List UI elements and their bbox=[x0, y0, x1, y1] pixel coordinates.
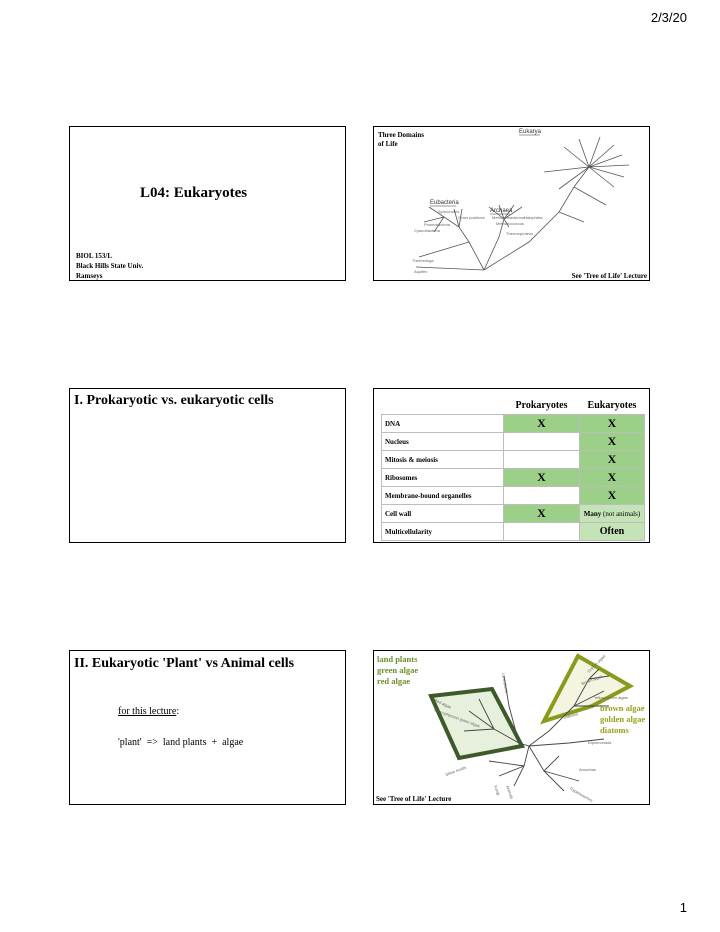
row-label: Nucleus bbox=[382, 433, 504, 451]
eukaryote-tree-footer: See 'Tree of Life' Lecture bbox=[376, 795, 452, 803]
tree-label: Fungi bbox=[493, 784, 502, 796]
table-header-row bbox=[382, 397, 645, 415]
slide-title-author: Ramseys bbox=[76, 272, 103, 280]
slide-title-heading: L04: Eukaryotes bbox=[140, 185, 248, 201]
algae-group-label-3: diatoms bbox=[600, 725, 629, 735]
tree-label: Land plants bbox=[501, 672, 510, 694]
table-row bbox=[382, 415, 645, 433]
table-row bbox=[382, 433, 645, 451]
cell-value: X bbox=[504, 415, 580, 433]
three-domains-footer: See 'Tree of Life' Lecture bbox=[571, 272, 647, 280]
cell-value: X bbox=[580, 487, 645, 505]
tree-label: Gram positives bbox=[458, 215, 485, 220]
tree-label: Spirochetes bbox=[438, 209, 460, 214]
plant-definition: 'plant' => land plants + algae bbox=[118, 737, 244, 748]
plant-group-label-3: red algae bbox=[377, 676, 411, 686]
slide-cell-comparison bbox=[69, 388, 346, 543]
page-date: 2/3/20 bbox=[650, 10, 687, 25]
three-domains-heading-1: Three Domains bbox=[378, 131, 424, 139]
three-domains-heading-2: of Life bbox=[378, 140, 398, 148]
tree-label: Proteobacteria bbox=[424, 222, 451, 227]
slide-title-course: BIOL 153/L bbox=[76, 252, 112, 260]
tree-label: Red algae bbox=[433, 697, 453, 710]
cell-value: X bbox=[580, 469, 645, 487]
slide-cell-comparison-table bbox=[373, 388, 650, 543]
cell-value: X bbox=[580, 415, 645, 433]
algae-group-label-2: golden algae bbox=[600, 714, 646, 724]
table-row bbox=[382, 505, 645, 523]
cell-value bbox=[504, 523, 580, 541]
cell-value: Many (not animals) bbox=[580, 505, 645, 523]
tree-label: Brown algae bbox=[580, 673, 604, 686]
tree-label: Methanobacterium bbox=[492, 215, 526, 220]
tree-label: Animals bbox=[505, 784, 515, 800]
plant-vs-animal-title: II. Eukaryotic 'Plant' vs Animal cells bbox=[74, 656, 295, 671]
lecture-scope-label: for this lecture: bbox=[118, 706, 180, 717]
plant-group-label-2: green algae bbox=[377, 665, 419, 675]
cell-value bbox=[504, 451, 580, 469]
cell-value bbox=[504, 433, 580, 451]
eukarya-label: Eukarya bbox=[519, 129, 542, 135]
slide-title bbox=[69, 126, 346, 281]
cell-value bbox=[504, 487, 580, 505]
tree-label: Aquifex bbox=[414, 269, 428, 274]
tree-label: Thermotoga bbox=[412, 258, 434, 263]
tree-label: Diatoms bbox=[562, 711, 579, 720]
column-header: Eukaryotes bbox=[587, 400, 637, 411]
cell-value: X bbox=[504, 469, 580, 487]
slide-title-school: Black Hills State Univ. bbox=[76, 262, 144, 270]
tree-label: Trypanosomes bbox=[568, 785, 594, 804]
row-label: Mitosis & meiosis bbox=[382, 451, 504, 469]
table-row bbox=[382, 451, 645, 469]
slide-three-domains bbox=[373, 126, 650, 281]
slide-eukaryote-tree bbox=[373, 650, 650, 805]
tree-label: Golden algae bbox=[586, 653, 607, 674]
tree-label: Thermoproteus bbox=[506, 231, 534, 236]
tree-label: Charophycean green algae bbox=[433, 707, 481, 729]
row-label: Cell wall bbox=[382, 505, 504, 523]
tree-label: Slime molds bbox=[444, 764, 467, 777]
page-number: 1 bbox=[679, 900, 687, 915]
table-row bbox=[382, 523, 645, 541]
table-row bbox=[382, 487, 645, 505]
row-label: Membrane-bound organelles bbox=[382, 487, 504, 505]
cell-value: X bbox=[504, 505, 580, 523]
tree-label: Methanococcus bbox=[496, 221, 525, 226]
tree-label: Amoebas bbox=[579, 767, 596, 772]
tree-label: Cyanobacteria bbox=[414, 228, 440, 233]
tree-label: Halophiles bbox=[524, 215, 543, 220]
archaea-label: Archaea bbox=[490, 208, 513, 214]
algae-group-label-1: brown algae bbox=[600, 703, 645, 713]
comparison-table bbox=[381, 397, 645, 541]
cell-value: Often bbox=[580, 523, 645, 541]
tree-label: Diplomonads bbox=[588, 740, 612, 745]
row-label: Ribosomes bbox=[382, 469, 504, 487]
cell-value: X bbox=[580, 433, 645, 451]
eubacteria-label: Eubacteria bbox=[430, 200, 459, 206]
three-domains-tree-diagram bbox=[374, 127, 650, 281]
column-header: Prokaryotes bbox=[515, 400, 568, 411]
plant-group-label-1: land plants bbox=[377, 654, 418, 664]
row-label: Multicellularity bbox=[382, 523, 504, 541]
slide-plant-vs-animal bbox=[69, 650, 346, 805]
row-label: DNA bbox=[382, 415, 504, 433]
tree-label: Yellow-green algae bbox=[594, 695, 628, 700]
cell-comparison-title: I. Prokaryotic vs. eukaryotic cells bbox=[74, 393, 274, 408]
cell-value: X bbox=[580, 451, 645, 469]
table-row bbox=[382, 469, 645, 487]
